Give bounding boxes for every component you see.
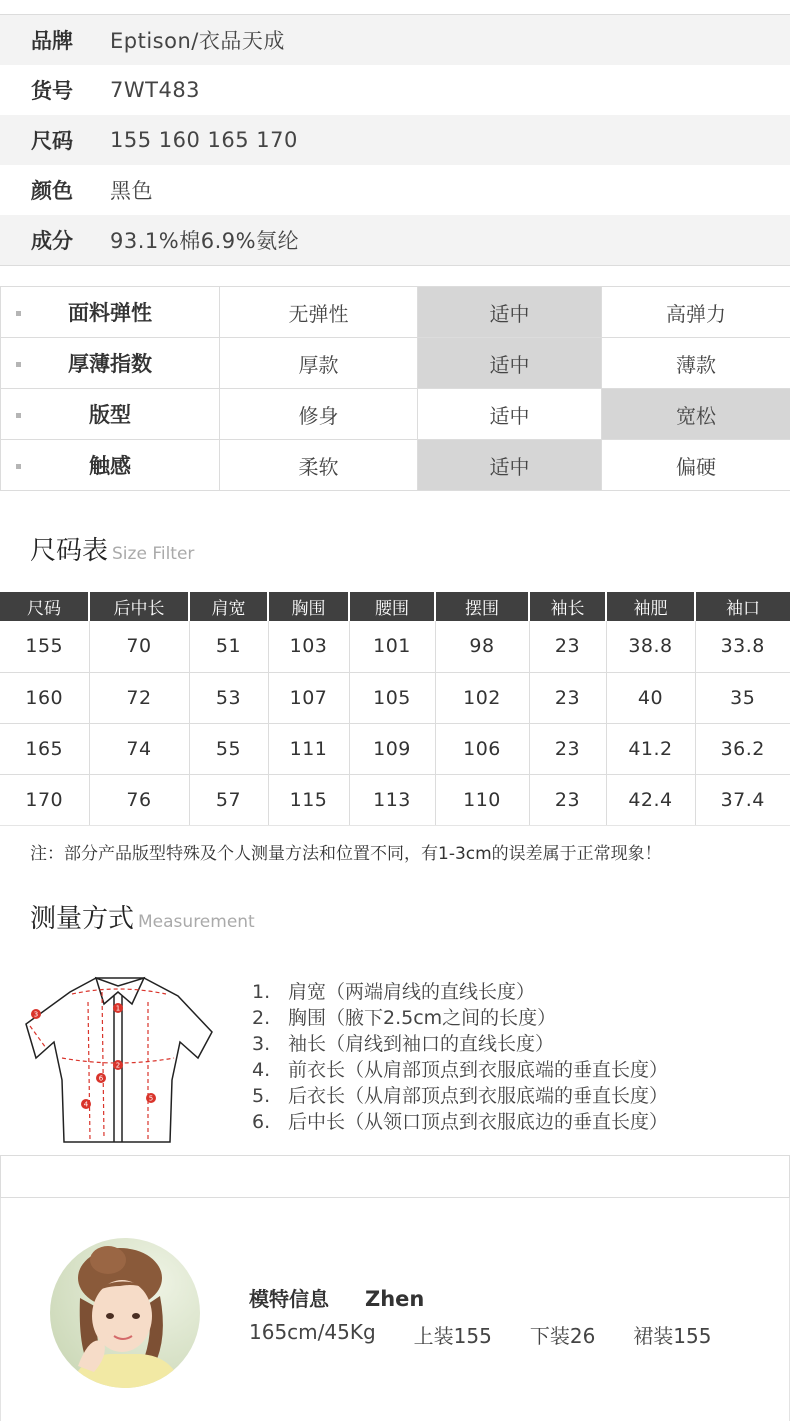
attribute-name-text: 触感 [89,454,131,478]
size-cell: 70 [89,621,189,672]
info-key: 货号 [31,79,73,103]
attribute-row [1,287,790,338]
model-top-size: 上装155 [413,1324,492,1348]
info-value: 155 160 165 170 [110,128,298,152]
size-cell: 40 [606,672,695,723]
size-cell: 57 [189,774,268,825]
size-column-header: 腰围 [349,592,435,621]
size-cell: 111 [268,723,349,774]
info-value: 7WT483 [110,78,201,102]
attribute-name [1,338,220,389]
measure-step [252,1005,668,1031]
size-cell: 23 [529,774,606,825]
divider [0,1155,1,1198]
step-text: 肩宽（两端肩线的直线长度） [288,981,536,1003]
measurement-steps [252,979,668,1135]
info-key: 成分 [31,229,73,253]
shirt-measurement-diagram [18,972,218,1150]
info-row-composition [0,215,790,265]
attribute-option: 无弹性 [220,287,418,338]
attribute-option-selected: 适中 [418,338,602,389]
measure-step [252,1109,668,1135]
step-text: 后中长（从领口顶点到衣服底边的垂直长度） [288,1111,669,1133]
model-name: Zhen [365,1287,425,1311]
marker-3-label: 3 [33,1010,39,1019]
size-cell: 165 [0,723,89,774]
step-text: 后衣长（从肩部顶点到衣服底端的垂直长度） [288,1085,669,1107]
attribute-row [1,338,790,389]
section-divider-band [0,1155,790,1198]
size-cell: 51 [189,621,268,672]
info-row-color [0,165,790,215]
size-column-header: 后中长 [89,592,189,621]
size-cell: 105 [349,672,435,723]
step-number: 2. [252,1007,271,1029]
size-column-header: 肩宽 [189,592,268,621]
attribute-name-text: 面料弹性 [68,301,152,325]
measurement-note: 注：部分产品版型特殊及个人测量方法和位置不同，有1-3cm的误差属于正常现象！ [30,844,662,864]
marker-6-label: 6 [98,1074,104,1083]
size-row [0,621,790,672]
model-stats [249,1320,749,1349]
measure-step [252,1031,668,1057]
size-cell: 23 [529,621,606,672]
product-info-panel [0,14,790,266]
attribute-name [1,287,220,338]
attribute-option: 柔软 [220,440,418,491]
attribute-option-selected: 适中 [418,287,602,338]
size-column-header: 尺码 [0,592,89,621]
size-cell: 33.8 [695,621,790,672]
size-column-header: 袖口 [695,592,790,621]
step-text: 胸围（腋下2.5cm之间的长度） [288,1007,557,1029]
size-column-header: 袖长 [529,592,606,621]
step-number: 4. [252,1059,271,1081]
info-row-brand [0,15,790,65]
measure-step [252,979,668,1005]
bullet-icon [16,362,21,367]
size-table [0,592,790,826]
size-cell: 110 [435,774,529,825]
measure-line-front-length [88,1002,90,1140]
model-label: 模特信息 [249,1287,329,1311]
size-cell: 41.2 [606,723,695,774]
measurement-title-cn: 测量方式 [30,904,135,934]
size-cell: 36.2 [695,723,790,774]
model-avatar [50,1238,200,1388]
size-chart-title-en: Size Filter [112,544,195,564]
attribute-option: 厚款 [220,338,418,389]
size-cell: 109 [349,723,435,774]
info-row-sizes [0,115,790,165]
size-cell: 38.8 [606,621,695,672]
info-row-item-number [0,65,790,115]
size-cell: 74 [89,723,189,774]
size-cell: 155 [0,621,89,672]
size-row [0,672,790,723]
measure-line-center-length [102,992,104,1138]
size-cell: 113 [349,774,435,825]
size-column-header: 袖肥 [606,592,695,621]
size-cell: 103 [268,621,349,672]
attribute-name-text: 厚薄指数 [68,352,152,376]
divider [0,825,790,826]
attribute-option: 偏硬 [602,440,790,491]
size-cell: 23 [529,672,606,723]
size-cell: 42.4 [606,774,695,825]
size-cell: 55 [189,723,268,774]
marker-1-label: 1 [115,1004,121,1013]
size-row [0,723,790,774]
measurement-title [30,898,255,935]
size-cell: 35 [695,672,790,723]
bullet-icon [16,311,21,316]
step-text: 袖长（肩线到袖口的直线长度） [288,1033,555,1055]
step-number: 6. [252,1111,271,1133]
size-chart-title-cn: 尺码表 [30,536,109,566]
step-number: 1. [252,981,271,1003]
size-cell: 72 [89,672,189,723]
size-column-header: 胸围 [268,592,349,621]
attribute-name [1,389,220,440]
step-text: 前衣长（从肩部顶点到衣服底端的垂直长度） [288,1059,669,1081]
info-value: 93.1%棉6.9%氨纶 [110,229,300,253]
size-column-header: 摆围 [435,592,529,621]
step-number: 3. [252,1033,271,1055]
info-key: 品牌 [31,29,73,53]
model-height-weight: 165cm/45Kg [249,1320,376,1344]
model-bottom-size: 下装26 [529,1324,596,1348]
attribute-option: 高弹力 [602,287,790,338]
step-number: 5. [252,1085,271,1107]
attribute-option: 适中 [418,389,602,440]
attribute-option: 修身 [220,389,418,440]
marker-2-label: 2 [115,1061,121,1070]
size-row [0,774,790,825]
measurement-title-en: Measurement [138,912,255,932]
attribute-row [1,389,790,440]
size-cell: 170 [0,774,89,825]
size-cell: 101 [349,621,435,672]
size-cell: 98 [435,621,529,672]
size-cell: 115 [268,774,349,825]
shirt-outline [26,978,212,1142]
info-value: Eptison/衣品天成 [110,29,285,53]
size-cell: 37.4 [695,774,790,825]
marker-5-label: 5 [148,1094,154,1103]
size-cell: 107 [268,672,349,723]
attribute-row [1,440,790,491]
measure-step [252,1057,668,1083]
info-key: 尺码 [31,129,73,153]
measure-step [252,1083,668,1109]
size-cell: 23 [529,723,606,774]
model-heading [249,1283,424,1312]
marker-4-label: 4 [83,1100,89,1109]
attribute-option: 薄款 [602,338,790,389]
bullet-icon [16,464,21,469]
attribute-option-selected: 适中 [418,440,602,491]
model-skirt-size: 裙装155 [633,1324,712,1348]
info-key: 颜色 [31,179,73,203]
fabric-attribute-table [0,286,790,491]
shirt-collar [96,978,144,1004]
size-cell: 102 [435,672,529,723]
attribute-name-text: 版型 [89,403,131,427]
size-cell: 76 [89,774,189,825]
attribute-option-selected: 宽松 [602,389,790,440]
size-table-header [0,592,790,621]
info-value: 黑色 [110,179,153,203]
size-cell: 106 [435,723,529,774]
size-cell: 53 [189,672,268,723]
bullet-icon [16,413,21,418]
size-chart-title [30,530,194,567]
size-cell: 160 [0,672,89,723]
attribute-name [1,440,220,491]
